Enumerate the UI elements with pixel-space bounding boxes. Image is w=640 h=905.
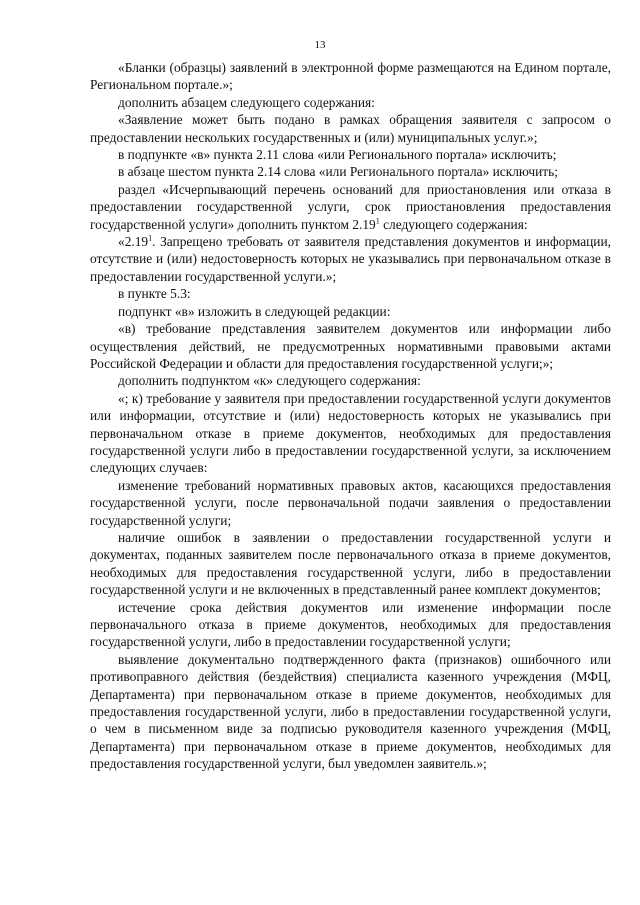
paragraph (90, 181, 611, 233)
paragraph: в пункте 5.3: (118, 286, 191, 302)
paragraph-text: . Запрещено требовать от заявителя представления документов и информации, отсутствие и (или) недостоверность которых не указывались при первоначальном отказе в предоставлении государственной услуги.»; (90, 234, 611, 284)
paragraph: «в) требование представления заявителем документов или информации либо осуществления действий, не предусмотренных нормативными правовыми актами Российской Федерации и области для предоставления государственной услуги;»; (90, 321, 611, 371)
paragraph: в подпункте «в» пункта 2.11 слова «или Регионального портала» исключить; (118, 147, 557, 163)
superscript: 1 (375, 216, 380, 226)
paragraph: наличие ошибок в заявлении о предоставлении государственной услуги и документах, поданных заявителем после первоначального отказа в приеме документов, необходимых для предоставления государственной услуги, либо в предоставлении государственной услуги и не включенных в представленный ранее комплект документов; (90, 529, 611, 598)
paragraph: «Заявление может быть подано в рамках обращения заявителя с запросом о предоставлении нескольких государственных и (или) муниципальных услуг.»; (90, 112, 611, 145)
page-number: 13 (314, 39, 326, 51)
paragraph: дополнить абзацем следующего содержания: (118, 94, 375, 110)
paragraph: подпункт «в» изложить в следующей редакции: (118, 303, 391, 319)
paragraph-text: «2.19 (118, 234, 149, 250)
paragraph: дополнить подпунктом «к» следующего содержания: (118, 373, 421, 389)
paragraph: истечение срока действия документов или изменение информации после первоначального отказа в приеме документов, необходимых для предоставления государственной услуги, либо в предоставлении государственной услуги; (90, 599, 611, 650)
paragraph: «Бланки (образцы) заявлений в электронной форме размещаются на Едином портале, Региональном портале.»; (90, 60, 611, 93)
paragraph: «; к) требование у заявителя при предоставлении государственной услуги документов или информации, отсутствие и (или) недостоверность которых не указывались при первоначальном отказе в приеме документов, необходимых для предоставления государственной услуги либо в предоставлении государственной услуги, за исключением следующих случаев: (90, 390, 611, 476)
paragraph-text: раздел «Исчерпывающий перечень оснований для приостановления или отказа в предоставлении государственной услуги, срок приостановления предоставления государственной услуги» дополнить пунктом 2.19 (90, 181, 611, 232)
document-body (90, 59, 611, 773)
paragraph (90, 233, 611, 285)
paragraph: в абзаце шестом пункта 2.14 слова «или Регионального портала» исключить; (118, 164, 558, 180)
superscript: 1 (148, 233, 153, 243)
paragraph: выявление документально подтвержденного факта (признаков) ошибочного или противоправного действия (бездействия) специалиста казенного учреждения (МФЦ, Департамента) при первоначальном отказе в приеме документов, необходимых для предоставления государственной услуги, либо в предоставлении государственной услуги, о чем в письменном виде за подписью руководителя казенного учреждения (МФЦ, Департамента) при первоначальном отказе в приеме документов, необходимых для предоставления государственной услуги, был уведомлен заявитель.»; (90, 651, 611, 772)
paragraph-text: следующего содержания: (379, 216, 528, 232)
paragraph: изменение требований нормативных правовых актов, касающихся предоставления государственной услуги, после первоначальной подачи заявления о предоставлении государственной услуги; (90, 477, 611, 528)
